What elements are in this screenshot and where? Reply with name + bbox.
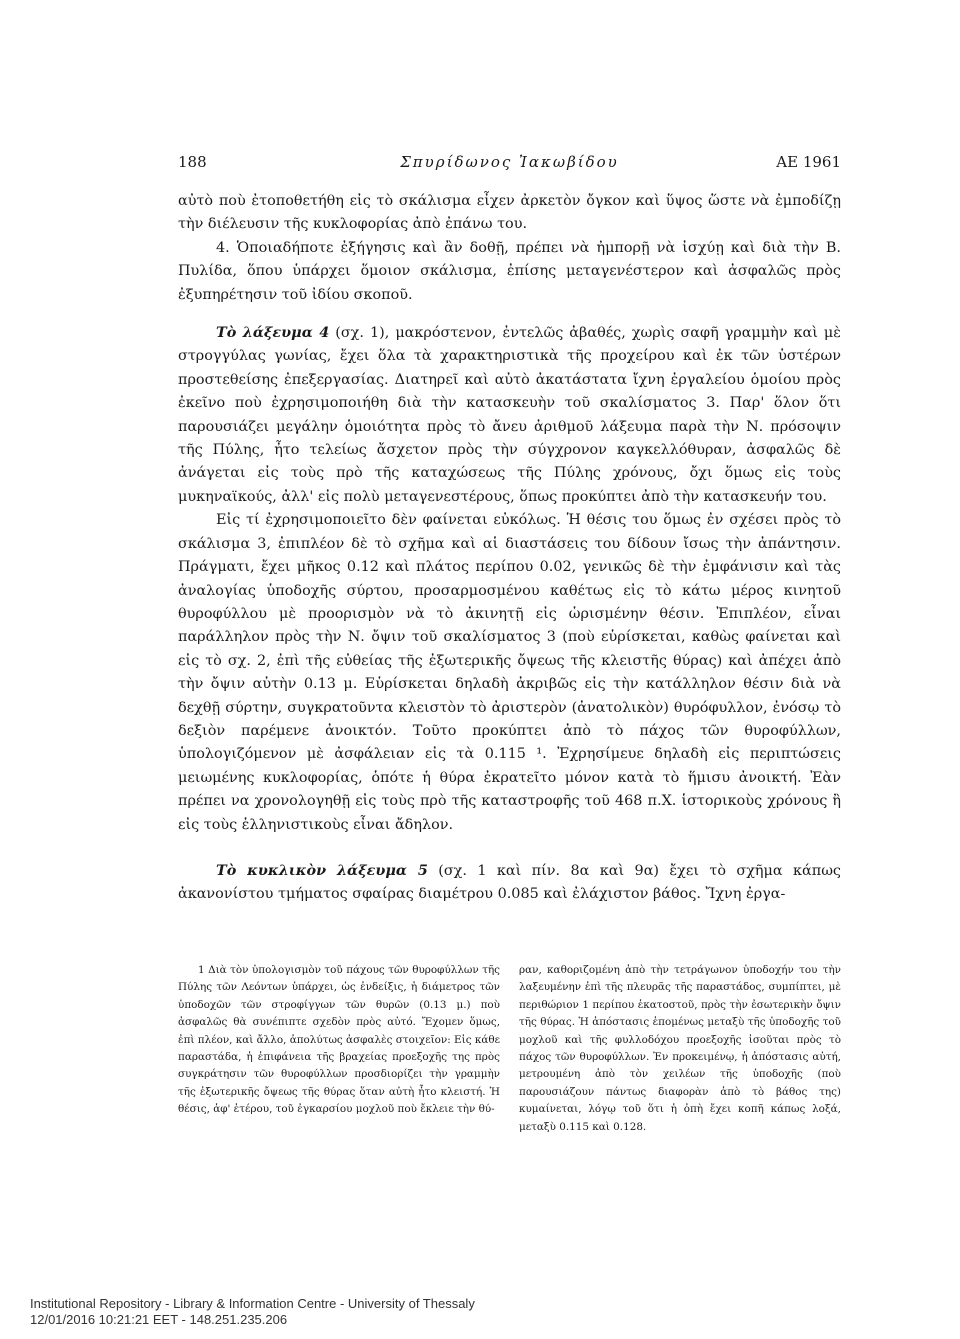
paragraph-4: Εἰς τί ἐχρησιμοποιεῖτο δὲν φαίνεται εὐκόλως. Ἡ θέσις του ὅμως ἐν σχέσει πρὸς τὸ σκάλισμα 3, ἐπιπλέον δὲ τὸ σχῆμα καὶ αἱ διαστάσεις του δίδουν ἴσως τὴν ἀπάντησιν. Πράγματι, ἔχει μῆκος 0.12 καὶ πλάτος περίπου 0.02, γενικῶς δὲ τὴν ἐμφάνισιν καὶ τὰς ἀναλογίας ὑποδοχῆς σύρτου, προσαρμοσμένου καθέτως εἰς τὸ κάτω μέρος κινητοῦ θυροφύλλου μὲ προορισμὸν νὰ τὸ ἀκινητῇ εἰς ὡρισμένην θέσιν. Ἐπιπλέον, εἶναι παράλληλον πρὸς τὴν Ν. ὄψιν τοῦ σκαλίσματος 3 (ποὺ εὑρίσκεται, καθὼς φαίνεται καὶ εἰς τὸ σχ. 2, ἐπὶ τῆς εὐθείας τῆς ἐξωτερικῆς ὄψεως τῆς κλειστῆς θύρας) καὶ ἀπέχει ἀπὸ τὴν ὄψιν αὐτὴν 0.13 μ. Εὑρίσκεται δηλαδὴ ἀκριβῶς εἰς τὴν κατάλληλον θέσιν διὰ νὰ δεχθῇ σύρτην, συγκρατοῦντα κλειστὸν τὸ ἀριστερὸν (ἀνατολικὸν) θυρόφυλλον, ἐνόσῳ τὸ δεξιὸν παρέμενε ἀνοικτόν. Τοῦτο προκύπτει ἀπὸ τὸ πάχος τῶν θυροφύλλων, ὑπολογιζόμενον μὲ ἀσφάλειαν εἰς τὰ 0.115 ¹. Ἐχρησίμευε δηλαδὴ εἰς περιπτώσεις μειωμένης κυκλοφορίας, ὁπότε ἡ θύρα ἐκρατεῖτο μόνον κατὰ τὸ ἥμισυ ἀνοικτή. Ἐὰν πρέπει να χρονολογηθῇ εἰς τοὺς πρὸ τῆς καταστροφῆς τοῦ 468 π.Χ. ἱστορικοὺς χρόνους ἢ εἰς τοὺς ἑλληνιστικοὺς εἶναι ἄδηλον. <box>178 512 841 833</box>
article-body <box>178 190 841 907</box>
section-title-5: Τὸ κυκλικὸν λάξευμα 5 <box>216 861 428 879</box>
repository-line: Institutional Repository - Library & Information Centre - University of Thessaly <box>30 1296 475 1311</box>
repository-footer <box>30 1296 475 1328</box>
paragraph-3 <box>178 321 841 509</box>
running-header <box>178 153 841 175</box>
paragraph-2: 4. Ὁποιαδήποτε ἐξήγησις καὶ ἂν δοθῇ, πρέπει νὰ ἠμπορῇ νὰ ἰσχύῃ καὶ διὰ τὴν Β. Πυλίδα, ὅπου ὑπάρχει ὅμοιον σκάλισμα, ἐπίσης μεταγενέστερον καὶ ἀσφαλῶς πρὸς ἐξυπηρέτησιν τοῦ ἰδίου σκοποῦ. <box>178 239 841 303</box>
footnotes <box>178 962 841 1136</box>
footnote-1-part-2: ραν, καθοριζομένη ἀπὸ τὴν τετράγωνον ὑποδοχήν του τὴν λαξευμένην ἐπὶ τῆς πλευρᾶς τῆς παραστάδος, συμπίπτει, μὲ περιθώριον 1 περίπου ἑκατοστοῦ, πρὸς τὴν ἐσωτερικὴν ὄψιν τῆς θύρας. Ἡ ἀπόστασις ἑπομένως μεταξὺ τῆς ὑποδοχῆς τοῦ μοχλοῦ καὶ τῆς φυλλοδόχου προεξοχῆς ἰσοῦται πρὸς τὸ πάχος τῶν θυροφύλλων. Ἐν προκειμένῳ, ἡ ἀπόστασις αὐτή, μετρουμένη ἀπὸ τὸν χειλέων τῆς ὑποδοχῆς (ποὺ παρουσιάζουν πάντως διαφορὰν ἀπὸ τὸ βάθος της) κυμαίνεται, λόγῳ τοῦ ὅτι ἡ ὀπὴ ἔχει κοπῆ κάπως λοξά, μεταξὺ 0.115 καὶ 0.128. <box>519 964 841 1133</box>
footnote-1-part-1: 1 Διὰ τὸν ὑπολογισμὸν τοῦ πάχους τῶν θυροφύλλων τῆς Πύλης τῶν Λεόντων ὑπάρχει, ὡς ἐνδείξις, ἡ διάμετρος τῶν ὑποδοχῶν τῶν στροφίγγων τῶν θυρῶν (0.13 μ.) ποὺ ἀσφαλῶς θὰ συνέπιπτε σχεδὸν πρὸς αὐτό. Ἔχομεν ὅμως, ἐπὶ πλέον, καὶ ἄλλο, ἀπολύτως ἀσφαλὲς στοιχεῖον: Εἰς κάθε παραστάδα, ἡ ἐπιφάνεια τῆς βραχείας προεξοχῆς της πρὸς συγκράτησιν τῶν θυροφύλλων προσδιορίζει τὴν γραμμὴν τῆς ἐξωτερικῆς ὄψεως τῆς θύρας ὅταν αὐτὴ ἦτο κλειστή. Ἡ θέσις, ἀφ' ἑτέρου, τοῦ ἐγκαρσίου μοχλοῦ ποὺ ἔκλειε τὴν θύ- <box>178 964 500 1116</box>
paragraph-5-text: (σχ. 1 καὶ πίν. 8α καὶ 9α) ἔχει τὸ σχῆμα κάπως ἀκανονίστου τμήματος σφαίρας διαμέτρου 0.085 καὶ ἐλάχιστον βάθος. Ἴχνη ἐργα- <box>178 862 841 903</box>
footnote-column-right <box>519 962 841 1136</box>
journal-ref: ΑΕ 1961 <box>776 153 841 171</box>
paragraph-5 <box>178 859 841 907</box>
section-title-4: Τὸ λάξευμα 4 <box>216 324 330 342</box>
timestamp-line: 12/01/2016 10:21:21 EET - 148.251.235.206 <box>30 1312 288 1327</box>
footnote-column-left <box>178 962 500 1136</box>
running-author: Σπυρίδωνος Ἰακωβίδου <box>400 153 619 171</box>
page-number: 188 <box>178 153 207 171</box>
paragraph-1: αὐτὸ ποὺ ἐτοποθετήθη εἰς τὸ σκάλισμα εἶχεν ἀρκετὸν ὄγκον καὶ ὕψος ὥστε νὰ ἐμποδίζῃ τὴν διέλευσιν τῆς κυκλοφορίας ἀπὸ ἐπάνω του. <box>178 193 841 233</box>
paragraph-3-text: (σχ. 1), μακρόστενον, ἐντελῶς ἀβαθές, χωρὶς σαφῆ γραμμὴν καὶ μὲ στρογγύλας γωνίας, ἔχει ὅλα τὰ χαρακτηριστικὰ τῆς προχείρου καὶ ἐκ τῶν ὑστέρων προστεθείσης ἐπεξεργασίας. Διατηρεῖ καὶ αὐτὸ ἀκατάστατα ἴχνη ἐργαλείου ὁμοίου πρὸς ἐκεῖνο ποὺ ἐχρησιμοποιήθη διὰ τὴν κατασκευὴν τοῦ σκαλίσματος 3. Παρ' ὅλον ὅτι παρουσιάζει μεγάλην ὁμοιότητα πρὸς τὸ ἄνευ ἀριθμοῦ λάξευμα παρὰ τὴν Ν. πρόσοψιν τῆς Πύλης, ἦτο τελείως ἄσχετον πρὸς τὴν σύγχρονον καγκελλόθυραν, ἀσφαλῶς δὲ ἀνάγεται εἰς τοὺς πρὸ τῆς καταχώσεως τῆς Πύλης χρόνους, ὄχι ὅμως εἰς τοὺς μυκηναϊκούς, ἀλλ' εἰς πολὺ μεταγενεστέρους, ὅπως προκύπτει ἀπὸ τὴν κατασκευήν του. <box>178 325 841 505</box>
